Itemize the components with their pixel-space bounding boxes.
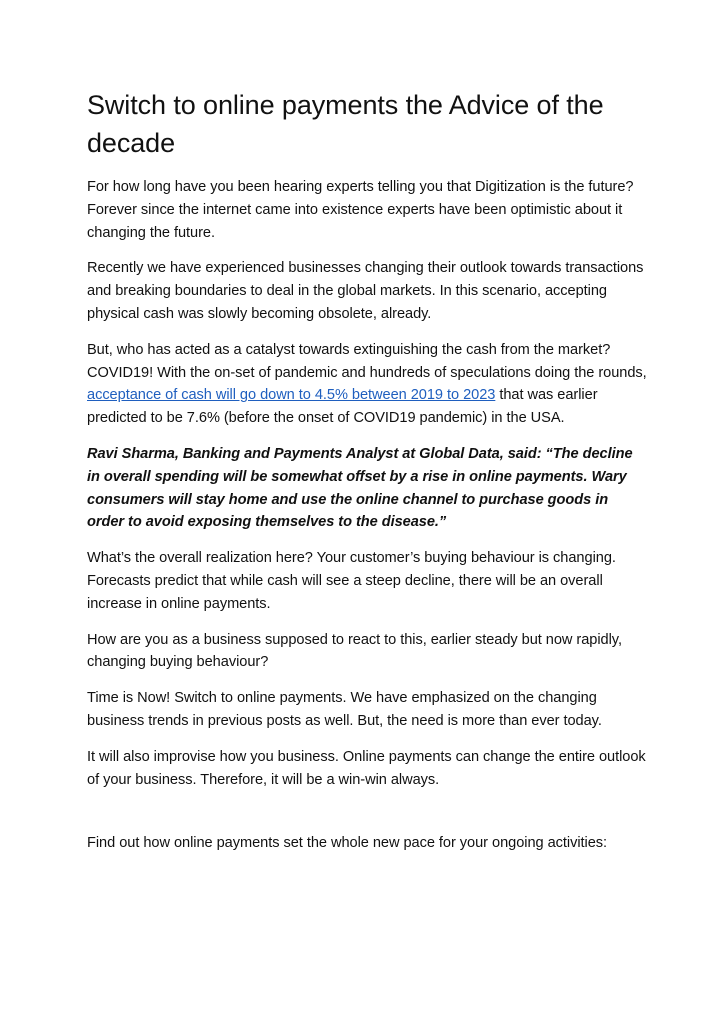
paragraph-realization: What’s the overall realization here? Your customer’s buying behaviour is changing. Forecasts predict that while cash will see a steep decline, there will be an overall increase in online payments. xyxy=(87,550,616,612)
paragraph-covid-catalyst xyxy=(87,339,647,430)
paragraph-improvise: It will also improvise how you business. Online payments can change the entire outlook of your business. Therefore, it will be a win-win always. xyxy=(87,748,646,788)
paragraph-find-out: Find out how online payments set the whole new pace for your ongoing activities: xyxy=(87,835,608,852)
blank-line xyxy=(87,804,647,832)
document-title: Switch to online payments the Advice of the decade xyxy=(87,90,604,158)
paragraph-digitization: For how long have you been hearing experts telling you that Digitization is the future? Forever since the internet came into existence experts have been optimistic about it changing the future. xyxy=(87,179,634,241)
paragraph-time-is-now: Time is Now! Switch to online payments. We have emphasized on the changing business trends in previous posts as well. But, the need is more than ever today. xyxy=(87,690,602,729)
cash-acceptance-link[interactable]: acceptance of cash will go down to 4.5% between 2019 to 2023 xyxy=(87,387,496,404)
paragraph-covid-text-before: But, who has acted as a catalyst towards extinguishing the cash from the market? COVID19! With the on-set of pandemic and hundreds of speculations doing the rounds, xyxy=(87,341,647,381)
paragraph-businesses-outlook: Recently we have experienced businesses changing their outlook towards transactions and breaking boundaries to deal in the global markets. In this scenario, accepting physical cash was slowly becoming obsolete, already. xyxy=(87,260,644,322)
analyst-quote: Ravi Sharma, Banking and Payments Analyst at Global Data, said: “The decline in overall spending will be somewhat offset by a rise in online payments. Wary consumers will stay home and use the online channel to purchase goods in order to avoid exposing themselves to the disease.” xyxy=(87,445,633,531)
document-page xyxy=(87,86,647,868)
paragraph-covid-text-after: that was earlier predicted to be 7.6% (before the onset of COVID19 pandemic) in the USA. xyxy=(87,387,598,427)
paragraph-react: How are you as a business supposed to react to this, earlier steady but now rapidly, changing buying behaviour? xyxy=(87,631,622,671)
